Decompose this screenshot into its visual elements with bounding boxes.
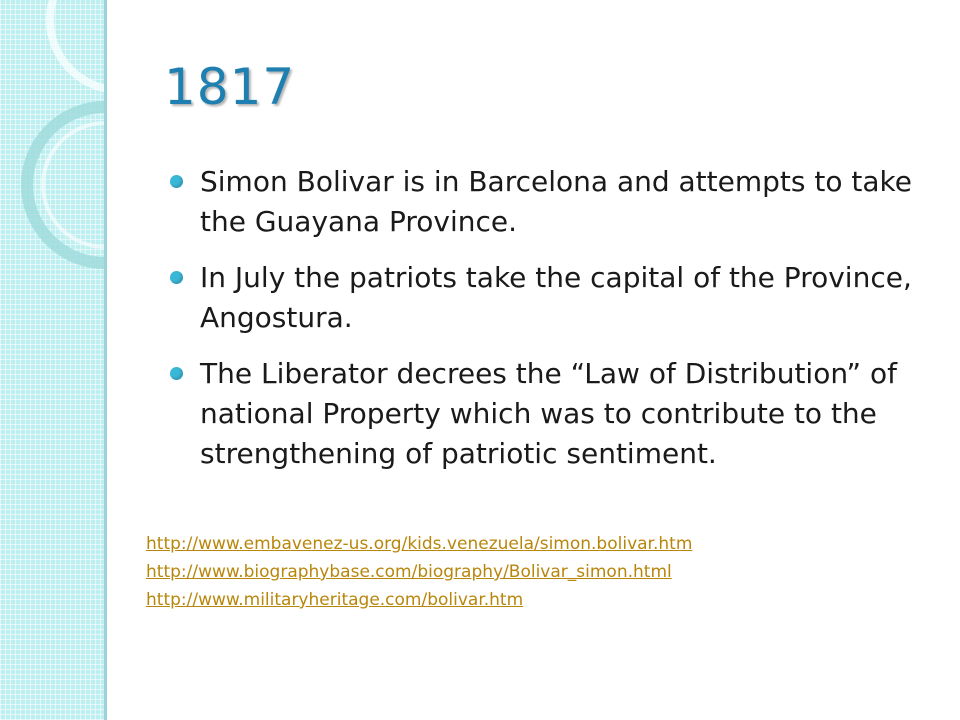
reference-link-biographybase[interactable]: http://www.biographybase.com/biography/Bolivar_simon.html	[146, 562, 672, 582]
bullet-item	[170, 258, 940, 338]
bullet-item	[170, 162, 940, 242]
reference-links	[146, 530, 692, 614]
reference-link-embassy[interactable]: http://www.embavenez-us.org/kids.venezuela/simon.bolivar.htm	[146, 534, 693, 554]
decorative-circles	[0, 0, 104, 720]
bullet-icon	[170, 271, 183, 284]
bullet-item	[170, 354, 940, 474]
bullet-text: The Liberator decrees the “Law of Distribution” of national Property which was to contribute to the strengthening of patriotic sentiment.	[200, 357, 897, 470]
bullet-text: In July the patriots take the capital of the Province, Angostura.	[200, 261, 912, 334]
slide-title: 1817	[164, 58, 296, 116]
bullet-icon	[170, 175, 183, 188]
slide-content	[110, 0, 960, 720]
bullet-text: Simon Bolivar is in Barcelona and attempts to take the Guayana Province.	[200, 165, 912, 238]
decorative-sidebar	[0, 0, 107, 720]
bullet-icon	[170, 367, 183, 380]
reference-link-militaryheritage[interactable]: http://www.militaryheritage.com/bolivar.htm	[146, 590, 524, 610]
bullet-list	[170, 162, 940, 490]
